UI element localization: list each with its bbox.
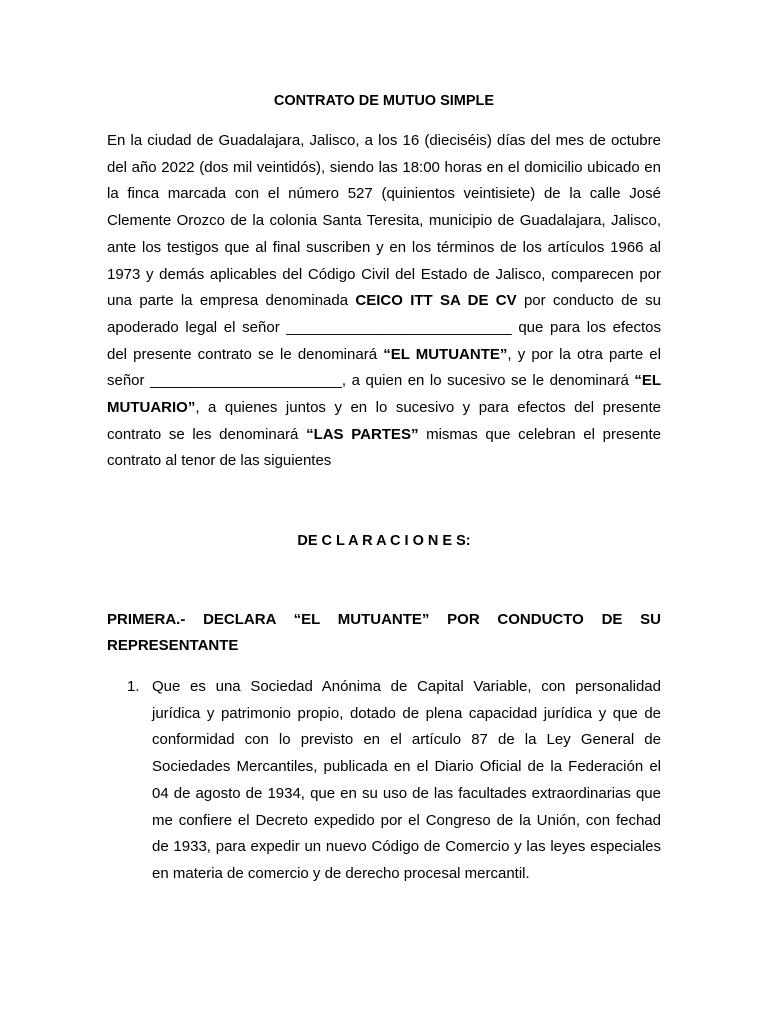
mutuario-term: “EL MUTUARIO”: [107, 372, 661, 417]
document-title: CONTRATO DE MUTUO SIMPLE: [273, 93, 495, 109]
intro-text-1: En la ciudad de Guadalajara, Jalisco, a los 16 (dieciséis) días del mes de octubre del año 2022 (dos mil veintidós), siendo las 18:00 horas en el domicilio ubicado en la finca marcada con el número 527 (quinientos veintisiete) de la calle José Clemente Orozco de la colonia Santa Teresita, municipio de Guadalajara, Jalisco, ante los testigos que al final suscriben y en los términos de los artículos 1966 al 1973 y demás aplicables del Código Civil del Estado de Jalisco, comparecen por una parte la empresa denominada: [107, 132, 661, 310]
declaration-list: [107, 674, 661, 888]
section-title: PRIMERA.- DECLARA “EL MUTUANTE” POR CONDUCTO DE SU REPRESENTANTE: [107, 611, 661, 654]
mutuante-term: “EL MUTUANTE”: [383, 345, 508, 363]
list-item-number: 1.: [127, 678, 140, 695]
partes-term: “LAS PARTES”: [306, 425, 419, 443]
intro-paragraph: [107, 128, 661, 475]
intro-text-3: , y por la otra parte el señor _______________________, a quien en lo sucesivo se le denominará: [107, 345, 661, 390]
declaraciones-heading: DE C L A R A C I O N E S:: [297, 533, 471, 549]
intro-text-4: , a quienes juntos y en lo sucesivo y para efectos del presente contrato se les denominará: [107, 399, 661, 443]
intro-text-2: por conducto de su apoderado legal el señor ___________________________ que para los efectos del presente contrato se le denominará: [107, 292, 661, 363]
intro-text-5: mismas que celebran el presente contrato al tenor de las siguientes: [107, 425, 662, 470]
list-item: [107, 674, 661, 888]
company-name: CEICO ITT SA DE CV: [355, 292, 517, 310]
list-item-text: Que es una Sociedad Anónima de Capital Variable, con personalidad jurídica y patrimonio propio, dotado de plena capacidad jurídica y que de conformidad con lo previsto en el artículo 87 de la Ley General de Sociedades Mercantiles, publicada en el Diario Oficial de la Federación el 04 de agosto de 1934, que en su uso de las facultades extraordinarias que me confiere el Decreto expedido por el Congreso de la Unión, con fechad de 1933, para expedir un nuevo Código de Comercio y las leyes especiales en materia de comercio y de derecho procesal mercantil.: [152, 678, 661, 882]
